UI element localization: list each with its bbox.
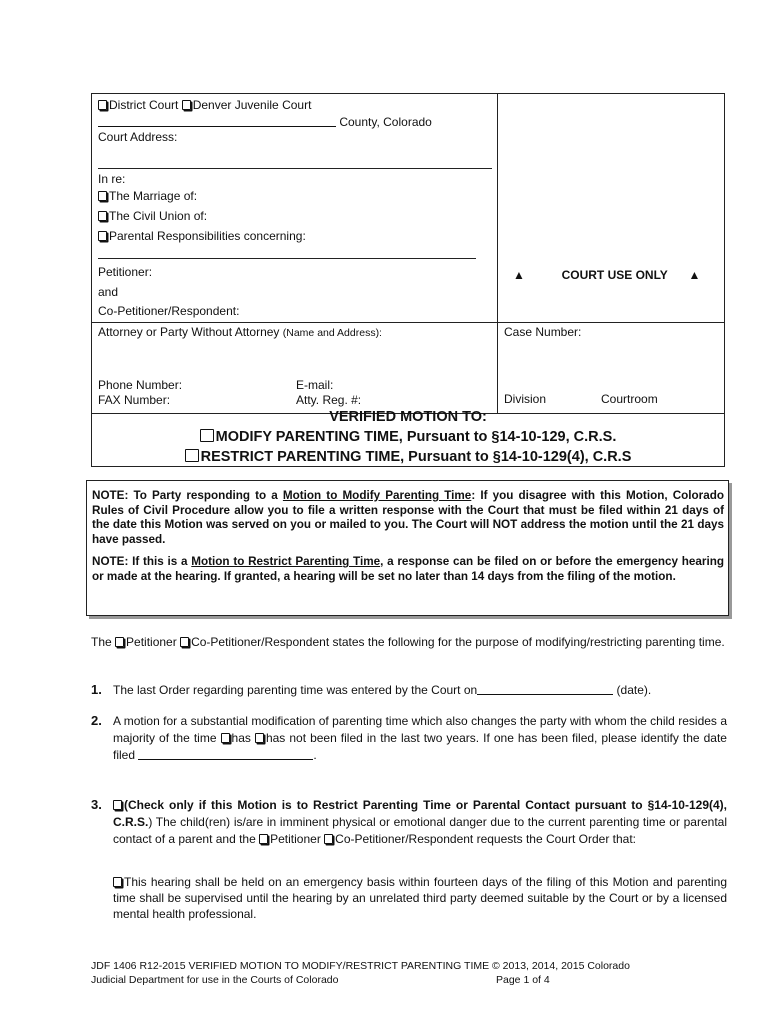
court-address-label: Court Address:: [98, 130, 178, 144]
intro-paragraph: The Petitioner Co-Petitioner/Respondent states the following for the purpose of modifying/restricting parenting time.: [91, 635, 725, 649]
atty-reg-label: Atty. Reg. #:: [296, 393, 362, 407]
up-arrow-icon: ▲: [688, 268, 701, 282]
footer-line-1: JDF 1406 R12-2015 VERIFIED MOTION TO MODIFY/RESTRICT PARENTING TIME © 2013, 2014, 2015 Colorado: [91, 960, 630, 972]
court-use-only: ▲ COURT USE ONLY ▲: [513, 268, 701, 282]
intro-petitioner-checkbox[interactable]: [115, 637, 124, 647]
court-address-field[interactable]: [98, 168, 492, 169]
item-3-copetitioner-checkbox[interactable]: [324, 834, 333, 844]
page-title: VERIFIED MOTION TO:: [329, 409, 487, 425]
attorney-label: Attorney or Party Without Attorney (Name and Address):: [98, 325, 382, 339]
phone-label: Phone Number:: [98, 378, 183, 392]
last-order-date-field[interactable]: [477, 682, 613, 695]
footer-line-2: Judicial Department for use in the Courts of Colorado: [91, 974, 339, 986]
up-arrow-icon: ▲: [513, 268, 525, 282]
case-number-label: Case Number:: [504, 325, 582, 339]
restrict-title: RESTRICT PARENTING TIME, Pursuant to §14-10-129(4), C.R.S: [91, 449, 725, 465]
has-not-checkbox[interactable]: [255, 733, 264, 743]
parental-responsibilities-checkbox[interactable]: [98, 231, 107, 241]
modify-checkbox[interactable]: [200, 429, 214, 442]
date-filed-field[interactable]: [138, 747, 313, 760]
county-field[interactable]: [98, 114, 336, 127]
division-label: Division: [504, 392, 547, 406]
note-modify: NOTE: To Party responding to a Motion to Modify Parenting Time: If you disagree with this Motion, Colorado Rules of Civil Procedure allow you to file a written response with the Court that must be filed within 21 days of the date this Motion was served on you or mailed to you. The Court will NOT address the motion until the 21 days have passed.: [92, 489, 725, 546]
modify-title: MODIFY PARENTING TIME, Pursuant to §14-10-129, C.R.S.: [91, 429, 725, 445]
has-checkbox[interactable]: [221, 733, 230, 743]
page-number: Page 1 of 4: [496, 974, 550, 986]
restrict-checkbox[interactable]: [185, 449, 199, 462]
marriage-option: The Marriage of:: [98, 189, 197, 203]
denver-juvenile-court-checkbox[interactable]: [182, 100, 191, 110]
email-label: E-mail:: [296, 378, 334, 392]
emergency-hearing-checkbox[interactable]: [113, 877, 122, 887]
notice-box: [86, 480, 729, 616]
intro-copetitioner-checkbox[interactable]: [180, 637, 189, 647]
item-3-number: 3.: [91, 797, 102, 812]
courtroom-label: Courtroom: [601, 392, 658, 406]
item-2-number: 2.: [91, 713, 102, 728]
emergency-hearing-option: This hearing shall be held on an emergency basis within fourteen days of the filing of this Motion and parenting time shall be supervised until the hearing by an unrelated third party deemed suitable by the Court or by a licensed mental health professional.: [113, 875, 727, 921]
item-1: 1. The last Order regarding parenting time was entered by the Court on (date).: [91, 682, 652, 697]
restrict-item-checkbox[interactable]: [113, 800, 122, 810]
copetitioner-label: Co-Petitioner/Respondent:: [98, 304, 240, 318]
note-restrict: NOTE: If this is a Motion to Restrict Parenting Time, a response can be filed on or before the emergency hearing or made at the hearing. If granted, a hearing will be set no later than 14 days from the filing of the motion.: [92, 555, 724, 583]
caption-rule-attorney: [91, 322, 725, 323]
marriage-checkbox[interactable]: [98, 191, 107, 201]
parental-responsibilities-option: Parental Responsibilities concerning:: [98, 229, 306, 243]
fax-label: FAX Number:: [98, 393, 171, 407]
in-re-label: In re:: [98, 172, 126, 186]
parties-field[interactable]: [98, 258, 476, 259]
item-3: (Check only if this Motion is to Restrict Parenting Time or Parental Contact pursuant to §14-10-129(4), C.R.S.) The child(ren) is/are in imminent physical or emotional danger due to the current parenting time or parental contact of a parent and the Petitioner Co-Petitioner/Respondent requests the Court Order that:: [113, 798, 727, 846]
item-2: A motion for a substantial modification of parenting time which also changes the party with whom the child resides a majority of the time has has not been filed in the last two years. If one has been filed, please identify the date filed .: [113, 714, 727, 762]
and-label: and: [98, 285, 119, 299]
district-court-checkbox[interactable]: [98, 100, 107, 110]
item-3-petitioner-checkbox[interactable]: [259, 834, 268, 844]
civil-union-option: The Civil Union of:: [98, 209, 207, 223]
civil-union-checkbox[interactable]: [98, 211, 107, 221]
petitioner-label: Petitioner:: [98, 265, 153, 279]
caption-divider: [497, 93, 498, 414]
court-select: District Court Denver Juvenile Court: [98, 98, 311, 112]
county-line: County, Colorado: [98, 114, 432, 129]
